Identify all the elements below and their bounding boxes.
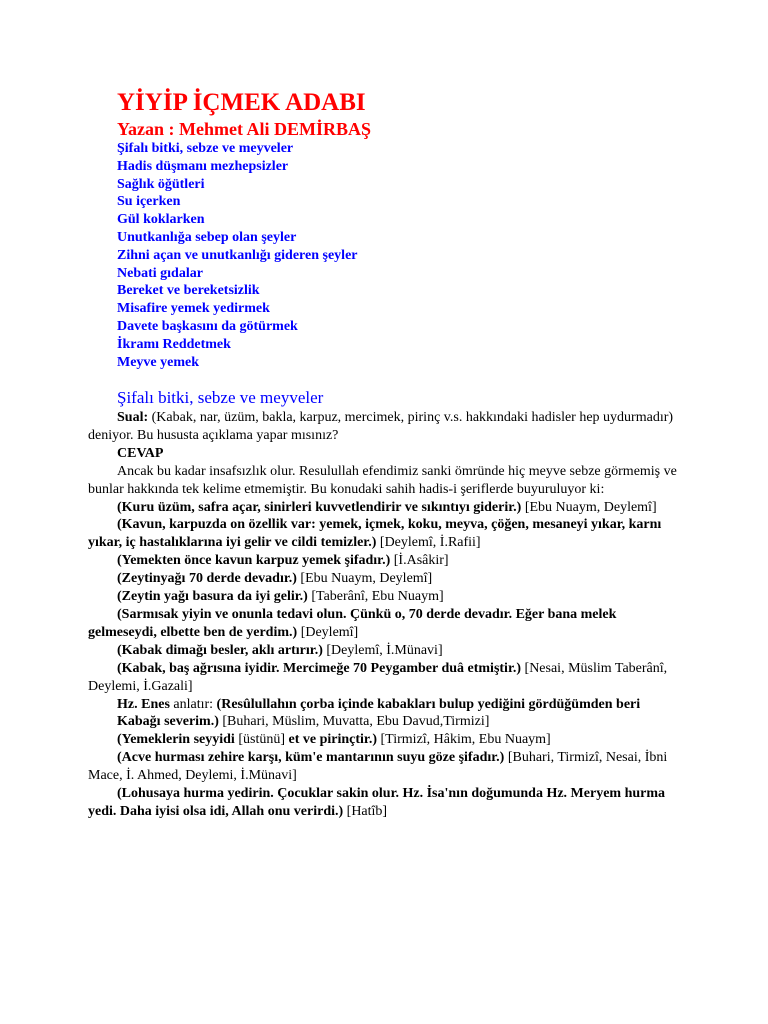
hadith-text: (Resûlullahın çorba içinde kabakları bulup yediğini gördüğümden beri	[216, 696, 641, 712]
toc-link-hadis-dusmani[interactable]: Hadis düşmanı mezhepsizler	[117, 158, 289, 174]
hadith-source: [Ebu Nuaym, Deylemî]	[296, 571, 433, 587]
hadith-source: [Tirmizî, Hâkim, Ebu Nuaym]	[377, 732, 551, 748]
enes-paragraph	[88, 696, 683, 714]
hadith-paragraph	[88, 552, 683, 570]
hadith-paragraph	[88, 499, 683, 517]
hadith-source: [İ.Asâkir]	[390, 553, 449, 569]
hadith-text: (Kuru üzüm, safra açar, sinirleri kuvvetlendirir ve sıkıntıyı giderir.)	[117, 499, 522, 515]
hadith-source: [Buhari, Müslim, Muvatta, Ebu Davud,Tirmizi]	[218, 714, 490, 730]
hadith-source: [Deylemî, İ.Münavi]	[322, 642, 443, 658]
toc-item	[117, 158, 358, 176]
hadith-text: (Kavun, karpuzda on özellik var: yemek, içmek, koku, meyva, çöğen, mesaneyi yıkar, karnı yıkar, iç hastalıklarına iyi gelir ve cildi temizler.)	[88, 517, 662, 551]
hadith-text: (Zeytin yağı basura da iyi gelir.)	[117, 589, 308, 605]
toc-item	[117, 229, 358, 247]
toc-link-gul-koklarken[interactable]: Gül koklarken	[117, 212, 205, 228]
narrator-verb: anlatır:	[169, 696, 217, 712]
author-line: Yazan : Mehmet Ali DEMİRBAŞ	[117, 119, 371, 139]
question-paragraph	[88, 409, 683, 445]
hadith-gloss: [üstünü]	[234, 732, 289, 748]
toc-item	[117, 247, 358, 265]
toc-item	[117, 193, 358, 211]
toc-item	[117, 282, 358, 300]
hadith-text: (Sarmısak yiyin ve onunla tedavi olun. Çünkü o, 70 derde devadır. Eğer bana melek gelmeseydi, elbette ben de yerdim.)	[88, 606, 617, 640]
toc-link-meyve-yemek[interactable]: Meyve yemek	[117, 354, 200, 370]
hadith-paragraph	[88, 606, 683, 642]
hadith-text: (Lohusaya hurma yedirin. Çocuklar sakin olur. Hz. İsa'nın doğumunda Hz. Meryem hurma yedi. Daha iyisi olsa idi, Allah onu verirdi.)	[88, 786, 666, 819]
hadith-paragraph	[88, 660, 683, 696]
hadith-source: [Deylemî]	[297, 624, 359, 640]
toc-link-zihni-acan[interactable]: Zihni açan ve unutkanlığı gideren şeyler	[117, 247, 358, 263]
toc-link-nebati-gidalar[interactable]: Nebati gıdalar	[117, 265, 203, 281]
hadith-text: (Kabak, baş ağrısına iyidir. Mercimeğe 70 Peygamber duâ etmiştir.)	[117, 660, 522, 676]
toc-link-misafire-yemek[interactable]: Misafire yemek yedirmek	[117, 301, 270, 317]
hadith-text: (Acve hurması zehire karşı, küm'e mantarının suyu göze şifadır.)	[117, 750, 505, 766]
hadith-paragraph	[88, 516, 683, 552]
hadith-source: [Deylemî, İ.Rafii]	[376, 535, 481, 551]
hadith-paragraph	[88, 731, 683, 749]
toc-link-sifali-bitki[interactable]: Şifalı bitki, sebze ve meyveler	[117, 141, 294, 156]
hadith-paragraph	[88, 570, 683, 588]
table-of-contents	[117, 140, 358, 371]
hadith-source: [Ebu Nuaym, Deylemî]	[521, 499, 657, 515]
toc-item	[117, 211, 358, 229]
enes-paragraph-cont	[88, 713, 683, 731]
toc-item	[117, 176, 358, 194]
toc-item	[117, 140, 358, 158]
hadith-paragraph	[88, 588, 683, 606]
hadith-text: Kabağı severim.)	[117, 714, 219, 730]
hadith-source: [Hatîb]	[343, 803, 388, 819]
toc-item	[117, 265, 358, 283]
section-heading: Şifalı bitki, sebze ve meyveler	[117, 388, 324, 407]
toc-item	[117, 300, 358, 318]
hadith-paragraph	[88, 749, 683, 785]
toc-item	[117, 318, 358, 336]
toc-link-su-icerken[interactable]: Su içerken	[117, 194, 181, 210]
article-body	[88, 409, 683, 821]
question-text: (Kabak, nar, üzüm, bakla, karpuz, mercimek, pirinç v.s. hakkındaki hadisler hep uydurmadır) deniyor. Bu hususta açıklama yapar mısınız?	[88, 410, 674, 443]
intro-paragraph: Ancak bu kadar insafsızlık olur. Resulullah efendimiz sanki ömründe hiç meyve sebze görmemiş ve bunlar hakkında tek kelime etmemiştir. Bu konudaki sahih hadis-i şeriflerde buyuruluyor ki:	[88, 463, 677, 497]
page-title: YİYİP İÇMEK ADABI	[117, 89, 366, 116]
toc-link-unutkanliga-sebep[interactable]: Unutkanlığa sebep olan şeyler	[117, 229, 297, 245]
toc-item	[117, 354, 358, 372]
narrator-name: Hz. Enes	[117, 696, 170, 712]
hadith-text: (Yemekten önce kavun karpuz yemek şifadır.)	[117, 553, 391, 569]
hadith-text: (Yemeklerin seyyidi	[117, 732, 235, 748]
hadith-source: [Buhari, Tirmizî, Nesai, İbni Mace, İ. Ahmed, Deylemi, İ.Münavi]	[88, 750, 668, 784]
hadith-source: [Taberânî, Ebu Nuaym]	[307, 589, 444, 605]
hadith-text: et ve pirinçtir.)	[288, 732, 378, 748]
answer-label: CEVAP	[117, 445, 164, 461]
hadith-paragraph	[88, 642, 683, 660]
hadith-source: [Nesai, Müslim Taberânî, Deylemi, İ.Gazali]	[88, 660, 668, 694]
hadith-text: (Zeytinyağı 70 derde devadır.)	[117, 571, 297, 587]
toc-link-davete-baskasini[interactable]: Davete başkasını da götürmek	[117, 318, 298, 334]
toc-link-bereket[interactable]: Bereket ve bereketsizlik	[117, 283, 260, 299]
hadith-text: (Kabak dimağı besler, aklı artırır.)	[117, 642, 323, 658]
toc-link-ikrami-reddetmek[interactable]: İkramı Reddetmek	[117, 336, 231, 352]
question-label: Sual:	[117, 410, 149, 425]
toc-link-saglik-ogutleri[interactable]: Sağlık öğütleri	[117, 176, 205, 192]
hadith-paragraph	[88, 785, 683, 821]
toc-item	[117, 336, 358, 354]
